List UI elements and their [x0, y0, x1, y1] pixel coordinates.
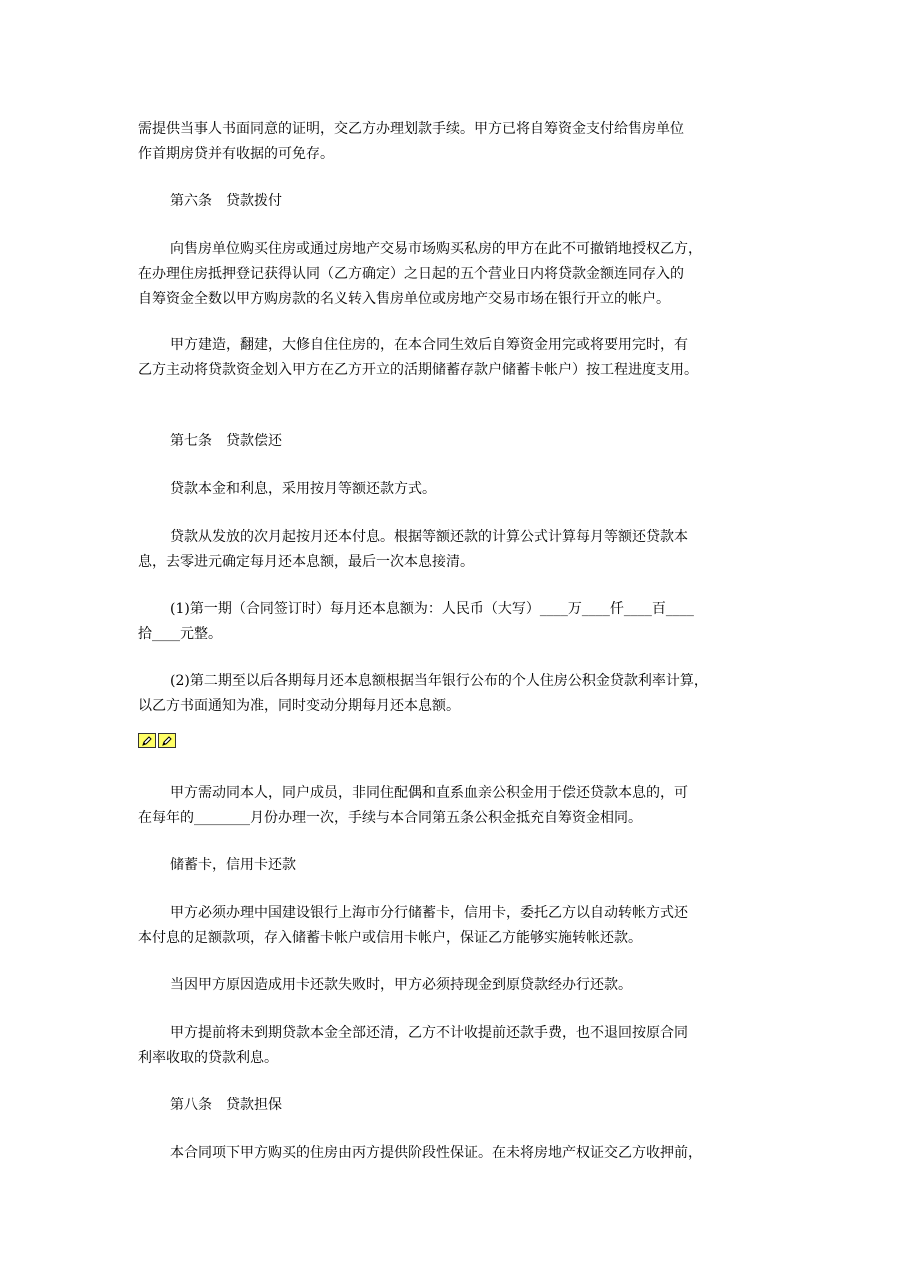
- paragraph: [138, 597, 778, 647]
- paragraph: [138, 973, 810, 998]
- heading-text: 第七条 贷款偿还: [170, 433, 282, 449]
- text-line: 在办理住房抵押登记获得认同（乙方确定）之日起的五个营业日内将贷款金额连同存入的: [138, 266, 684, 282]
- text-line: 甲方提前将未到期贷款本金全部还清，乙方不计收提前还款手费，也不退回按原合同: [170, 1025, 688, 1041]
- pencil-icon[interactable]: [138, 733, 156, 748]
- paragraph: [138, 333, 778, 383]
- pencil-icon[interactable]: [158, 733, 176, 748]
- text-line: 向售房单位购买住房或通过房地产交易市场购买私房的甲方在此不可撤销地授权乙方，: [170, 241, 702, 257]
- heading-text: 第八条 贷款担保: [170, 1097, 282, 1113]
- paragraph: [138, 237, 778, 312]
- article-7-heading: [138, 429, 810, 454]
- text-line: 自筹资金全数以甲方购房款的名义转入售房单位或房地产交易市场在银行开立的帐户。: [138, 291, 670, 307]
- text-line: 本合同项下甲方购买的住房由丙方提供阶段性保证。在未将房地产权证交乙方收押前，: [170, 1145, 702, 1161]
- text-line: 在每年的________月份办理一次，手续与本合同第五条公积金抵充自筹资金相同。: [138, 810, 642, 826]
- paragraph: [138, 1021, 778, 1071]
- paragraph: [138, 477, 810, 502]
- text-line: 当因甲方原因造成用卡还款失败时，甲方必须持现金到原贷款经办行还款。: [170, 977, 632, 993]
- text-line: 利率收取的贷款利息。: [138, 1050, 278, 1066]
- icon-group: [138, 733, 176, 749]
- card-repayment-heading: [138, 853, 810, 878]
- text-line: 作首期房贷并有收据的可免存。: [138, 146, 334, 162]
- heading-text: 第六条 贷款拨付: [170, 193, 282, 209]
- text-line: 需提供当事人书面同意的证明，交乙方办理划款手续。甲方已将自筹资金支付给售房单位: [138, 121, 684, 137]
- text-line: 以乙方书面通知为准，同时变动分期每月还本息额。: [138, 698, 460, 714]
- heading-text: 储蓄卡，信用卡还款: [170, 857, 296, 873]
- text-line: (1)第一期（合同签订时）每月还本息额为：人民币（大写）____万____仟____百____: [170, 601, 694, 617]
- paragraph: [138, 525, 778, 575]
- paragraph: [138, 1141, 810, 1166]
- article-8-heading: [138, 1093, 810, 1118]
- text-line: 本付息的足额款项，存入储蓄卡帐户或信用卡帐户，保证乙方能够实施转帐还款。: [138, 930, 642, 946]
- text-line: (2)第二期至以后各期每月还本息额根据当年银行公布的个人住房公积金贷款利率计算，: [170, 673, 708, 689]
- text-line: 甲方建造，翻建，大修自住住房的，在本合同生效后自筹资金用完或将要用完时，有: [170, 337, 688, 353]
- paragraph: [138, 901, 778, 951]
- text-line: 息，去零进元确定每月还本息额，最后一次本息接清。: [138, 554, 474, 570]
- article-6-heading: [138, 189, 810, 214]
- paragraph: [138, 117, 778, 167]
- paragraph: [138, 781, 778, 831]
- text-line: 甲方必须办理中国建设银行上海市分行储蓄卡，信用卡，委托乙方以自动转帐方式还: [170, 905, 688, 921]
- text-line: 拾____元整。: [138, 626, 222, 642]
- text-line: 乙方主动将贷款资金划入甲方在乙方开立的活期储蓄存款户储蓄卡帐户）按工程进度支用。: [138, 362, 698, 378]
- text-line: 贷款本金和利息，采用按月等额还款方式。: [170, 481, 436, 497]
- text-line: 贷款从发放的次月起按月还本付息。根据等额还款的计算公式计算每月等额还贷款本: [170, 529, 688, 545]
- paragraph: [138, 669, 778, 719]
- text-line: 甲方需动同本人，同户成员，非同住配偶和直系血亲公积金用于偿还贷款本息的，可: [170, 785, 688, 801]
